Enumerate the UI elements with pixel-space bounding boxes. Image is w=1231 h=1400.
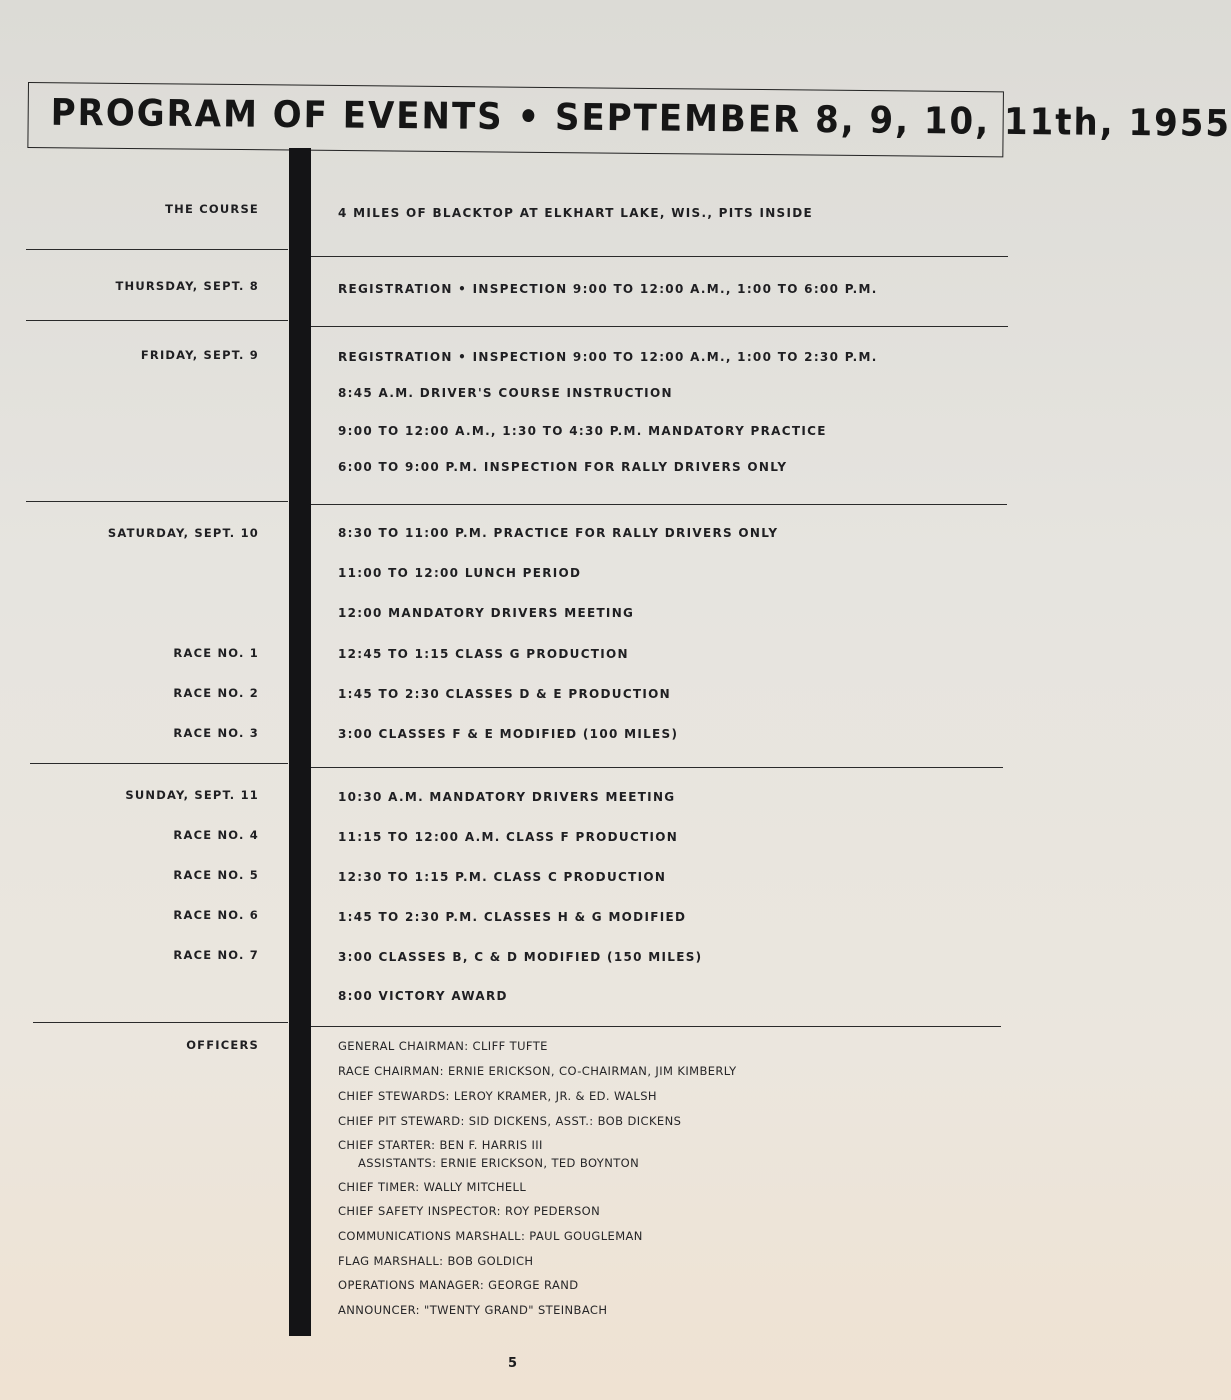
section-label-saturday: SATURDAY, SEPT. 10: [107, 526, 259, 540]
divider: [311, 256, 1008, 257]
event-item: 8:30 TO 11:00 P.M. PRACTICE FOR RALLY DRIVERS ONLY: [338, 526, 779, 540]
race-label: RACE NO. 6: [173, 908, 259, 922]
event-item: 8:00 VICTORY AWARD: [338, 989, 508, 1003]
section-label-friday: FRIDAY, SEPT. 9: [140, 348, 259, 362]
divider: [26, 501, 288, 502]
section-label-course: THE COURSE: [165, 202, 259, 216]
event-item: 9:00 TO 12:00 A.M., 1:30 TO 4:30 P.M. MANDATORY PRACTICE: [338, 424, 827, 438]
officer-item: OPERATIONS MANAGER: GEORGE RAND: [338, 1278, 579, 1292]
officer-item: CHIEF STARTER: BEN F. HARRIS III: [338, 1138, 543, 1152]
divider: [33, 1022, 288, 1023]
officer-item: ASSISTANTS: ERNIE ERICKSON, TED BOYNTON: [358, 1156, 640, 1170]
officer-item: CHIEF STEWARDS: LEROY KRAMER, JR. & ED. WALSH: [338, 1089, 657, 1103]
race-label: RACE NO. 1: [173, 646, 259, 660]
officer-item: RACE CHAIRMAN: ERNIE ERICKSON, CO-CHAIRMAN, JIM KIMBERLY: [338, 1064, 737, 1078]
page-title: PROGRAM OF EVENTS • SEPTEMBER 8, 9, 10, 11th, 1955: [50, 91, 1231, 146]
event-item: 12:45 TO 1:15 CLASS G PRODUCTION: [338, 647, 629, 661]
divider: [311, 326, 1008, 327]
event-item: 12:00 MANDATORY DRIVERS MEETING: [338, 606, 635, 620]
event-item: 8:45 A.M. DRIVER'S COURSE INSTRUCTION: [338, 386, 673, 400]
officer-item: GENERAL CHAIRMAN: CLIFF TUFTE: [338, 1039, 548, 1053]
divider: [311, 1026, 1001, 1027]
divider: [30, 763, 288, 764]
race-label: RACE NO. 5: [173, 868, 259, 882]
divider: [311, 504, 1007, 505]
event-item: 3:00 CLASSES F & E MODIFIED (100 MILES): [338, 727, 679, 741]
officer-item: CHIEF PIT STEWARD: SID DICKENS, ASST.: BOB DICKENS: [338, 1114, 682, 1128]
event-item: 6:00 TO 9:00 P.M. INSPECTION FOR RALLY DRIVERS ONLY: [338, 460, 788, 474]
event-item: 1:45 TO 2:30 P.M. CLASSES H & G MODIFIED: [338, 910, 687, 924]
event-item: 4 MILES OF BLACKTOP AT ELKHART LAKE, WIS., PITS INSIDE: [338, 206, 814, 220]
divider: [26, 249, 288, 250]
event-item: REGISTRATION • INSPECTION 9:00 TO 12:00 A.M., 1:00 TO 2:30 P.M.: [338, 350, 878, 364]
section-label-sunday: SUNDAY, SEPT. 11: [125, 788, 259, 802]
race-label: RACE NO. 4: [173, 828, 259, 842]
race-label: RACE NO. 2: [173, 686, 259, 700]
event-item: 11:15 TO 12:00 A.M. CLASS F PRODUCTION: [338, 830, 679, 844]
event-item: 11:00 TO 12:00 LUNCH PERIOD: [338, 566, 582, 580]
divider: [26, 320, 288, 321]
divider: [311, 767, 1003, 768]
race-label: RACE NO. 3: [173, 726, 259, 740]
event-item: 12:30 TO 1:15 P.M. CLASS C PRODUCTION: [338, 870, 667, 884]
officer-item: COMMUNICATIONS MARSHALL: PAUL GOUGLEMAN: [338, 1229, 643, 1243]
title-box: [27, 82, 1231, 157]
officer-item: FLAG MARSHALL: BOB GOLDICH: [338, 1254, 534, 1268]
event-item: 1:45 TO 2:30 CLASSES D & E PRODUCTION: [338, 687, 672, 701]
section-label-thursday: THURSDAY, SEPT. 8: [115, 279, 259, 293]
event-item: 10:30 A.M. MANDATORY DRIVERS MEETING: [338, 790, 676, 804]
officer-item: CHIEF SAFETY INSPECTOR: ROY PEDERSON: [338, 1204, 601, 1218]
officer-item: ANNOUNCER: "TWENTY GRAND" STEINBACH: [338, 1303, 608, 1317]
section-label-officers: OFFICERS: [186, 1038, 259, 1052]
event-item: 3:00 CLASSES B, C & D MODIFIED (150 MILES): [338, 950, 703, 964]
timeline-bar: [289, 148, 311, 1336]
race-label: RACE NO. 7: [173, 948, 259, 962]
page-number: 5: [508, 1356, 518, 1371]
officer-item: CHIEF TIMER: WALLY MITCHELL: [338, 1180, 527, 1194]
event-item: REGISTRATION • INSPECTION 9:00 TO 12:00 A.M., 1:00 TO 6:00 P.M.: [338, 282, 878, 296]
